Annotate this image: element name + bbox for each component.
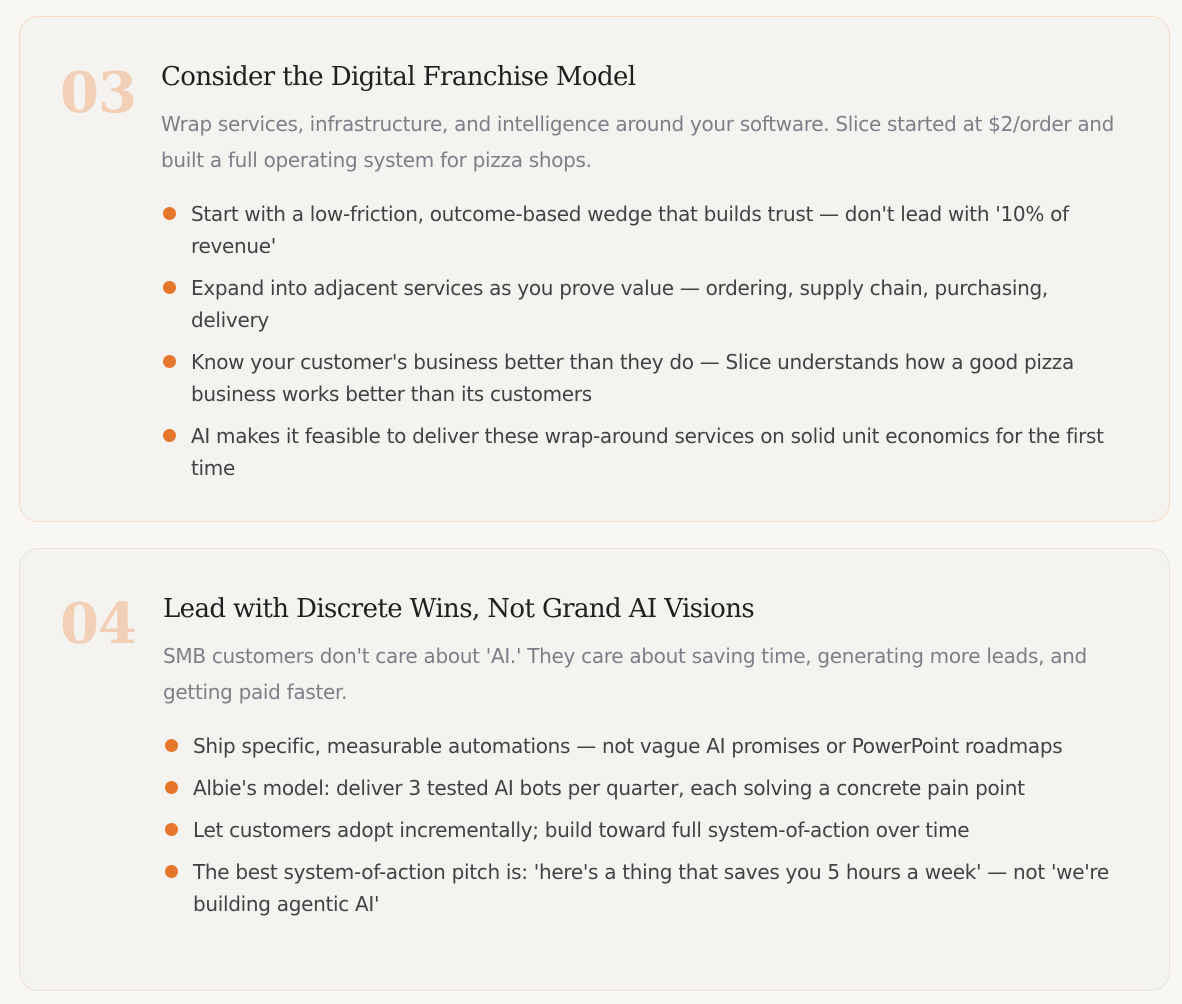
section-number: 04 [60,591,136,657]
list-item [163,814,1129,846]
bullet-dot-icon [163,429,176,442]
list-item-text: Let customers adopt incrementally; build toward full system-of-action over time [193,818,970,842]
bullet-list [163,730,1129,920]
section-content [163,592,1129,930]
list-item-text: Albie's model: deliver 3 tested AI bots per quarter, each solving a concrete pain point [193,776,1025,800]
list-item [163,772,1129,804]
section-description: Wrap services, infrastructure, and intelligence around your software. Slice started at $2/order and built a full operating system for pizza shops. [161,112,1115,172]
list-item [161,420,1129,484]
list-item-text: Ship specific, measurable automations — not vague AI promises or PowerPoint roadmaps [193,734,1063,758]
section-card-04 [19,548,1170,991]
bullet-dot-icon [163,355,176,368]
list-item [161,198,1129,262]
bullet-list [161,198,1129,484]
list-item [163,730,1129,762]
section-card-03 [19,16,1170,522]
bullet-dot-icon [165,823,178,836]
bullet-dot-icon [165,739,178,752]
list-item-text: The best system-of-action pitch is: 'here's a thing that saves you 5 hours a week' — not 'we're building agentic AI' [193,860,1109,916]
list-item [163,856,1129,920]
list-item [161,346,1129,410]
list-item [161,272,1129,336]
list-item-text: Expand into adjacent services as you prove value — ordering, supply chain, purchasing, delivery [191,276,1048,332]
bullet-dot-icon [163,207,176,220]
list-item-text: Know your customer's business better than they do — Slice understands how a good pizza business works better than its customers [191,350,1074,406]
section-content [161,60,1129,494]
list-item-text: AI makes it feasible to deliver these wrap-around services on solid unit economics for the first time [191,424,1104,480]
section-description: SMB customers don't care about 'AI.' They care about saving time, generating more leads, and getting paid faster. [163,644,1087,704]
section-title: Consider the Digital Franchise Model [161,62,636,92]
section-number: 03 [60,60,136,126]
bullet-dot-icon [165,781,178,794]
bullet-dot-icon [165,865,178,878]
bullet-dot-icon [163,281,176,294]
list-item-text: Start with a low-friction, outcome-based wedge that builds trust — don't lead with '10% of revenue' [191,202,1069,258]
section-title: Lead with Discrete Wins, Not Grand AI Visions [163,594,755,624]
